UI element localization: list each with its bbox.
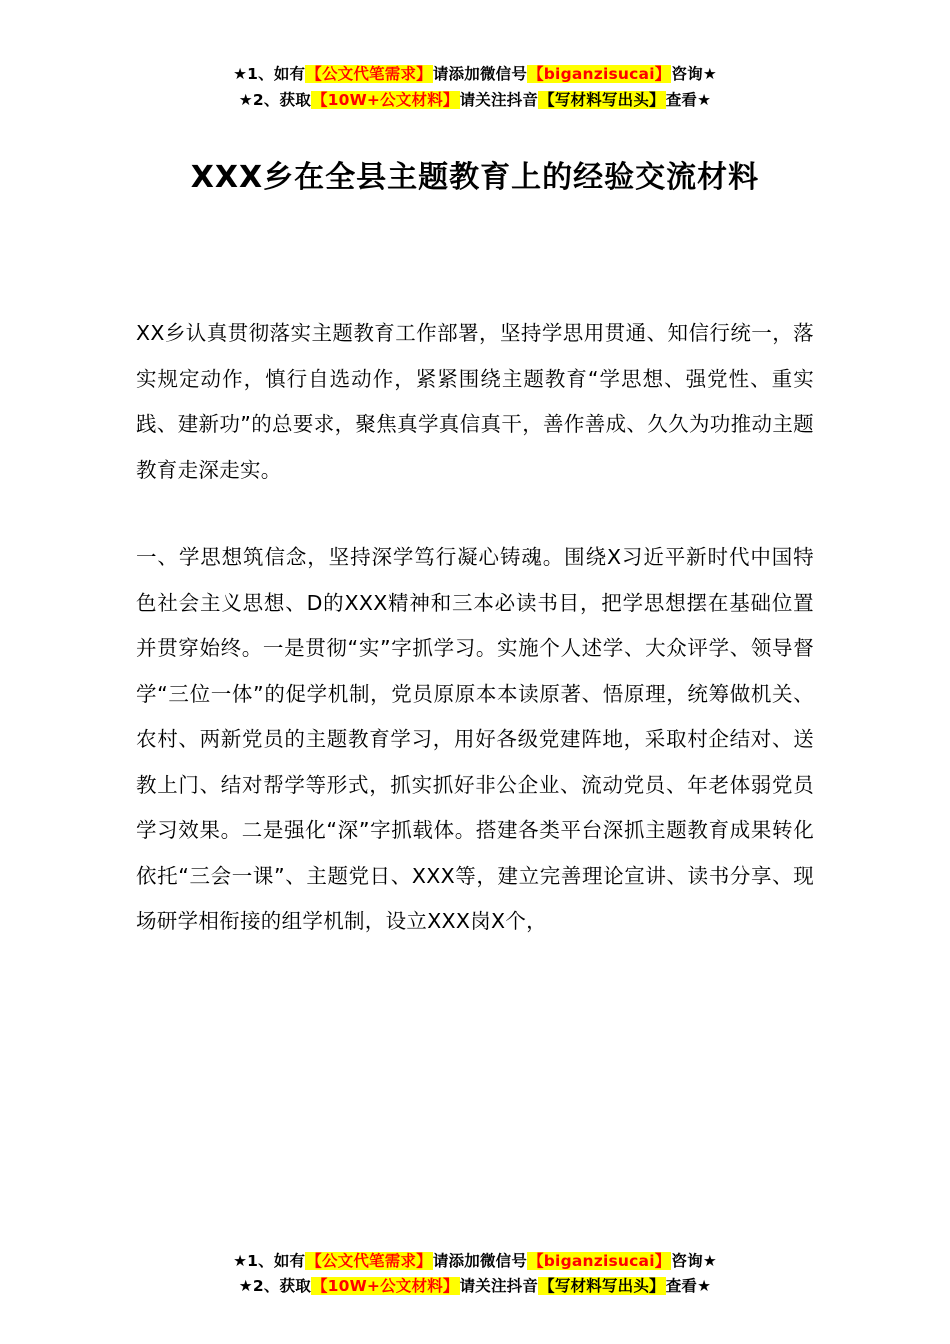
promo-top-line-2 xyxy=(0,88,950,114)
promo-bottom-1-seg-2: 【公文代笔需求】 xyxy=(306,1251,432,1270)
promo-bottom-2-seg-1: ★2、获取 xyxy=(238,1277,311,1296)
promo-top-1-seg-2: 【公文代笔需求】 xyxy=(306,65,432,83)
paragraph-1: XX乡认真贯彻落实主题教育工作部署，坚持学思用贯通、知信行统一，落实规定动作，慎行自选动作，紧紧围绕主题教育“学思想、强党性、重实践、建新功”的总要求，聚焦真学真信真干，善作善成、久久为功推动主题教育走深走实。 xyxy=(136,321,814,482)
promo-bottom-1-seg-4: 【biganzisucai】 xyxy=(528,1251,671,1270)
promo-top-2-seg-4: 【写材料写出头】 xyxy=(539,90,665,109)
promo-bottom-2-seg-5: 查看★ xyxy=(665,1277,712,1296)
promo-bottom-line-1 xyxy=(0,1249,950,1275)
promo-bottom-1-seg-3: 请添加微信号 xyxy=(432,1251,528,1270)
promo-top-2-seg-1: ★2、获取 xyxy=(238,90,311,109)
promo-banner-top xyxy=(0,0,950,113)
document-body xyxy=(136,199,814,945)
promo-top-1-seg-5: 咨询★ xyxy=(671,65,717,83)
promo-top-line-1 xyxy=(0,62,950,88)
promo-banner-bottom xyxy=(0,1249,950,1300)
promo-bottom-2-seg-4: 【写材料写出头】 xyxy=(539,1277,665,1296)
promo-bottom-1-seg-5: 咨询★ xyxy=(671,1251,717,1270)
promo-top-1-seg-3: 请添加微信号 xyxy=(432,65,528,83)
promo-bottom-line-2 xyxy=(0,1274,950,1300)
promo-top-2-seg-3: 请关注抖音 xyxy=(459,90,539,109)
promo-top-2-seg-5: 查看★ xyxy=(665,90,712,109)
promo-top-2-seg-2: 【10W+公文材料】 xyxy=(311,90,459,109)
promo-top-1-seg-1: ★1、如有 xyxy=(233,65,306,83)
promo-bottom-2-seg-2: 【10W+公文材料】 xyxy=(311,1277,459,1296)
paragraph-spacer xyxy=(136,517,814,535)
paragraph-2: 一、学思想筑信念，坚持深学笃行凝心铸魂。围绕X习近平新时代中国特色社会主义思想、D的XXX精神和三本必读书目，把学思想摆在基础位置并贯穿始终。一是贯彻“实”字抓学习。实施个人述学、大众评学、领导督学“三位一体”的促学机制，党员原原本本读原著、悟原理，统筹做机关、农村、两新党员的主题教育学习，用好各级党建阵地，采取村企结对、送教上门、结对帮学等形式，抓实抓好非公企业、流动党员、年老体弱党员学习效果。二是强化“深”字抓载体。搭建各类平台深抓主题教育成果转化依托“三会一课”、主题党日、XXX等，建立完善理论宣讲、读书分享、现场研学相衔接的组学机制，设立XXX岗X个， xyxy=(136,545,814,934)
promo-top-1-seg-4: 【biganzisucai】 xyxy=(528,65,671,83)
page-title: XXX乡在全县主题教育上的经验交流材料 xyxy=(190,160,760,196)
promo-bottom-2-seg-3: 请关注抖音 xyxy=(459,1277,539,1296)
promo-bottom-1-seg-1: ★1、如有 xyxy=(233,1251,306,1270)
